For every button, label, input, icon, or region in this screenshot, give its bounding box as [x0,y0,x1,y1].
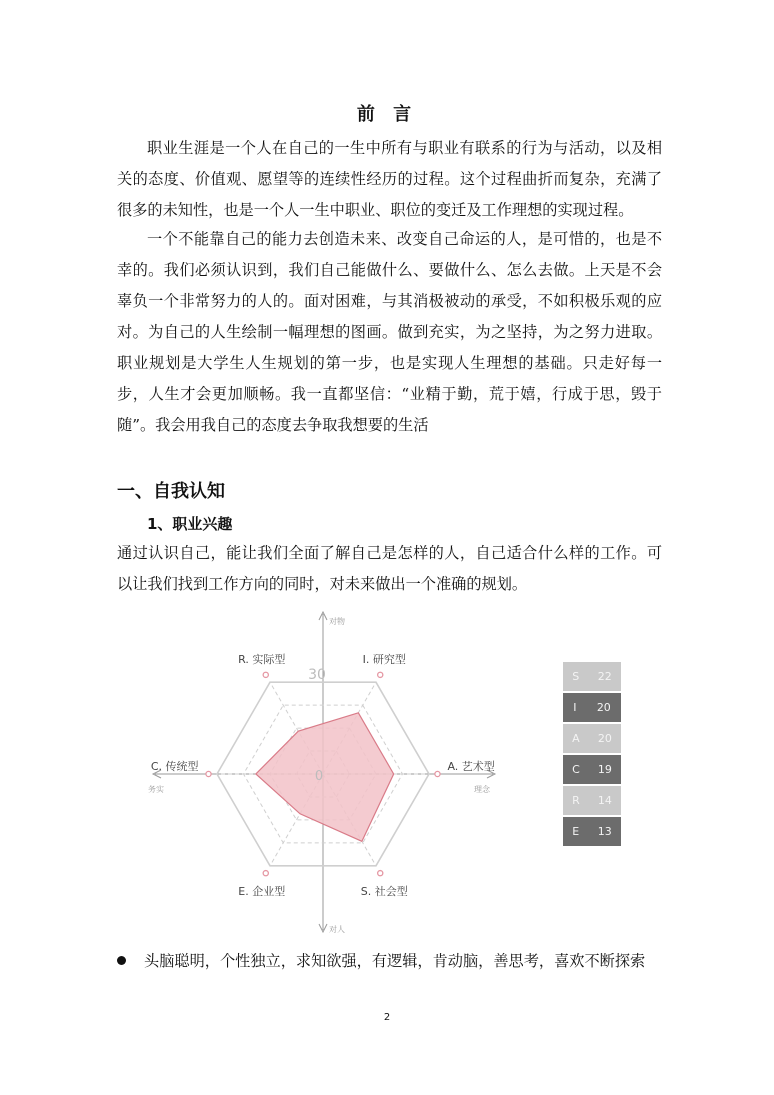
bullet-dot-icon [117,956,126,965]
page-number: 2 [383,1012,391,1023]
direction-label-right: 理念 [474,785,490,794]
score-value: 13 [597,825,612,838]
direction-label-left: 务实 [148,785,164,794]
bullet-item [117,946,677,977]
radar-vertex-dot [263,871,268,876]
score-value: 20 [597,732,612,745]
score-code: S [572,670,580,683]
scale-label-max: 30 [308,667,326,683]
axis-label: C. 传统型 [150,760,199,773]
intro-paragraph-2: 一个不能靠自己的能力去创造未来、改变自己命运的人，是可惜的，也是不幸的。我们必须认识到，我们自己能做什么、要做什么、怎么去做。上天是不会辜负一个非常努力的人的。面对困难，与其消极被动的承受，不如积极乐观的应对。为自己的人生绘制一幅理想的图画。做到充实，为之坚持，为之努力进取。职业规划是大学生人生规划的第一步，也是实现人生理想的基础。只走好每一步，人生才会更加顺畅。我一直都坚信：“业精于勤，荒于嬉，行成于思，毁于随”。我会用我自己的态度去争取我想要的生活 [117,230,662,434]
intro-paragraph-1: 职业生涯是一个人在自己的一生中所有与职业有联系的行为与活动，以及相关的态度、价值观、愿望等的连续性经历的过程。这个过程曲折而复杂，充满了很多的未知性，也是一个人一生中职业、职位的变迁及工作理想的实现过程。 [117,139,662,219]
axis-label: R. 实际型 [238,652,286,666]
radar-data-area [256,713,394,842]
score-value: 20 [596,701,611,714]
score-value: 14 [597,794,612,807]
score-code: A [572,732,580,745]
score-row [563,662,621,691]
direction-label-top: 对物 [329,617,345,626]
score-value: 19 [597,763,612,776]
score-row [563,724,621,753]
score-row [563,786,621,815]
radar-vertex-dot [263,672,268,677]
score-row [563,693,621,722]
score-code: C [572,763,580,776]
radar-vertex-dot [206,771,211,776]
score-row [563,817,621,846]
self-awareness-paragraph: 通过认识自己，能让我们全面了解自己是怎样的人，自己适合什么样的工作。可以让我们找到工作方向的同时，对未来做出一个准确的规划。 [117,544,662,593]
direction-label-bottom: 对人 [329,925,345,934]
score-code: I [573,701,577,714]
axis-label: E. 企业型 [238,885,286,899]
radar-vertex-dot [378,871,383,876]
score-value: 22 [597,670,612,683]
bullet-text: 头脑聪明，个性独立，求知欲强，有逻辑，肯动脑，善思考，喜欢不断探索 [144,952,646,970]
radar-vertex-dot [435,771,440,776]
axis-label: S. 社会型 [360,885,408,899]
page-title: 前 言 [356,104,418,125]
radar-vertex-dot [378,672,383,677]
score-code: E [572,825,580,838]
score-row [563,755,621,784]
scale-label-min: 0 [314,769,324,784]
holland-radar-chart [110,600,530,940]
score-table [563,662,621,848]
score-code: R [572,794,580,807]
axis-label: A. 艺术型 [447,760,495,773]
section-heading-self-awareness: 一、自我认知 [117,481,225,502]
subsection-heading-career-interest: 1、职业兴趣 [147,515,233,533]
axis-label: I. 研究型 [362,652,406,666]
